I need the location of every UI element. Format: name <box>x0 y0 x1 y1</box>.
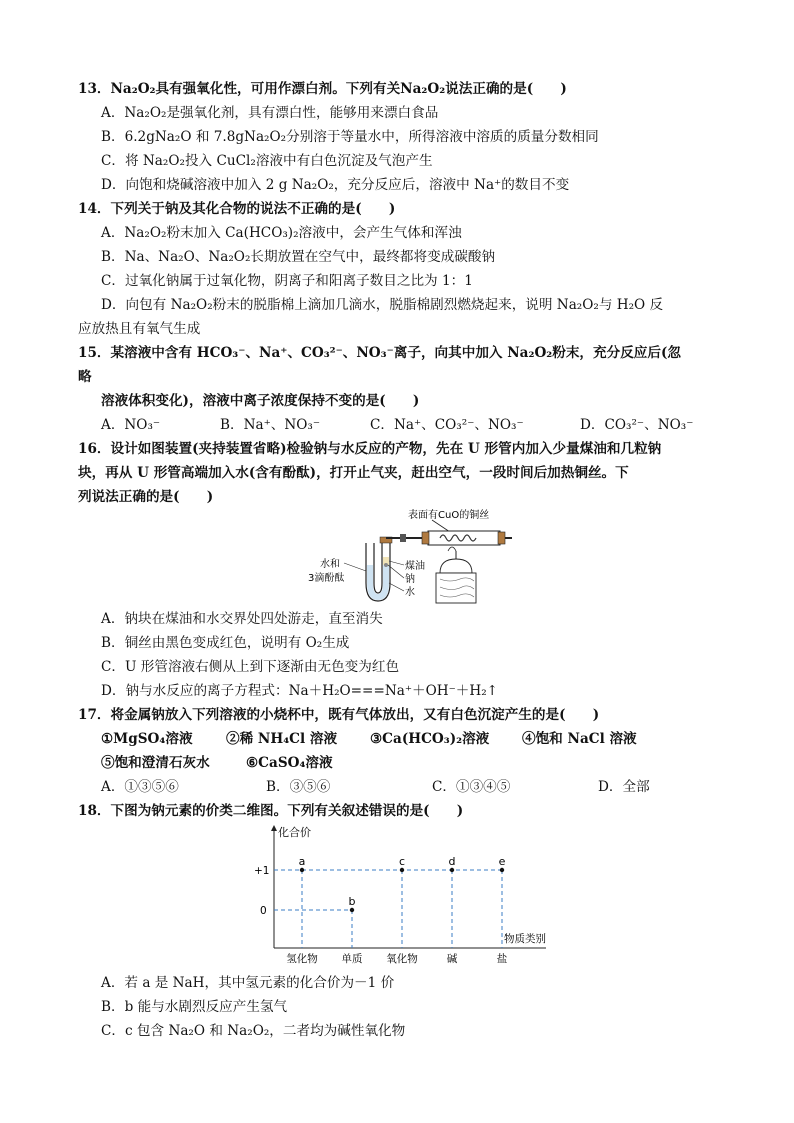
point-b <box>350 908 354 912</box>
x-tick-label: 碱 <box>446 953 458 965</box>
q13-option-a: A．Na₂O₂是强氧化剂，具有漂白性，能够用来漂白食品 <box>101 105 439 121</box>
q14-option-b: B．Na、Na₂O、Na₂O₂长期放置在空气中，最终都将变成碳酸钠 <box>101 249 496 265</box>
fig-label-sodium: 钠 <box>405 574 415 585</box>
chart-x-label: 物质类别 <box>504 933 546 945</box>
q17-option-a: A．①③⑤⑥ <box>101 779 179 795</box>
point-a <box>300 868 304 872</box>
q15-stem-cont: 略 <box>78 369 92 385</box>
q13-option-b: B．6.2gNa₂O 和 7.8gNa₂O₂分别溶于等量水中，所得溶液中溶质的质量分数相同 <box>101 129 599 145</box>
q14-option-d: D．向包有 Na₂O₂粉末的脱脂棉上滴加几滴水，脱脂棉剧烈燃烧起来，说明 Na₂O₂与 H₂O 反 <box>101 297 664 313</box>
q17-option-c: C．①③④⑤ <box>432 779 511 795</box>
q17-item-1: ①MgSO₄溶液 <box>101 731 193 747</box>
point-e <box>500 868 504 872</box>
q14-option-c: C．过氧化钠属于过氧化物，阴离子和阳离子数目之比为 1：1 <box>101 273 473 289</box>
point-label-d: d <box>448 855 456 868</box>
q14-option-d-cont: 应放热且有氧气生成 <box>78 321 201 337</box>
q18-option-b: B．b 能与水剧烈反应产生氢气 <box>101 999 288 1015</box>
q16-option-a: A．钠块在煤油和水交界处四处游走，直至消失 <box>101 611 383 627</box>
x-tick-label: 氢化物 <box>286 953 318 965</box>
x-tick-label: 氧化物 <box>386 953 418 965</box>
q16-stem-cont2: 列说法正确的是( ) <box>78 489 214 505</box>
fig-label-water: 水 <box>405 587 415 598</box>
fig-label-water-1: 水和 <box>320 559 340 570</box>
q15-option-b: B．Na⁺、NO₃⁻ <box>220 417 321 433</box>
q15-stem: 15．某溶液中含有 HCO₃⁻、Na⁺、CO₃²⁻、NO₃⁻离子，向其中加入 Na₂O₂粉末，充分反应后(忽 <box>78 345 682 361</box>
q16-stem-cont: 块，再从 U 形管高端加入水(含有酚酞)，打开止气夹，赶出空气，一段时间后加热铜丝。下 <box>78 465 629 481</box>
x-tick-label: 盐 <box>496 953 508 965</box>
valence-class-chart <box>250 822 570 968</box>
point-label-e: e <box>498 855 506 868</box>
apparatus-figure <box>300 503 530 608</box>
q14-stem: 14．下列关于钠及其化合物的说法不正确的是( ) <box>78 201 396 217</box>
q13-option-c: C．将 Na₂O₂投入 CuCl₂溶液中有白色沉淀及气泡产生 <box>101 153 433 169</box>
point-label-b: b <box>348 895 356 908</box>
q14-option-a: A．Na₂O₂粉末加入 Ca(HCO₃)₂溶液中，会产生气体和浑浊 <box>101 225 462 241</box>
y-tick-plus1: +1 <box>254 865 270 877</box>
q17-item-2: ②稀 NH₄Cl 溶液 <box>226 731 338 747</box>
fig-label-water-2: 3滴酚酞 <box>308 573 345 584</box>
fig-label-kerosene: 煤油 <box>405 561 425 572</box>
q17-stem: 17．将金属钠放入下列溶液的小烧杯中，既有气体放出，又有白色沉淀产生的是( ) <box>78 707 600 723</box>
fig-label-copper-wire: 表面有CuO的铜丝 <box>408 510 490 521</box>
q17-option-b: B．③⑤⑥ <box>266 779 331 795</box>
q16-stem: 16．设计如图装置(夹持装置省略)检验钠与水反应的产物，先在 U 形管内加入少量煤油和几粒钠 <box>78 441 662 457</box>
q15-stem-cont2: 溶液体积变化)，溶液中离子浓度保持不变的是( ) <box>101 393 420 409</box>
point-label-a: a <box>298 855 306 868</box>
chart-y-label: 化合价 <box>278 826 311 839</box>
point-d <box>450 868 454 872</box>
q18-stem: 18．下图为钠元素的价类二维图。下列有关叙述错误的是( ) <box>78 803 464 819</box>
q16-option-c: C．U 形管溶液右侧从上到下逐渐由无色变为红色 <box>101 659 400 675</box>
q17-item-4: ④饱和 NaCl 溶液 <box>522 731 637 747</box>
q17-option-d: D．全部 <box>598 779 650 795</box>
q18-option-c: C．c 包含 Na₂O 和 Na₂O₂，二者均为碱性氧化物 <box>101 1023 406 1039</box>
point-c <box>400 868 404 872</box>
q17-item-3: ③Ca(HCO₃)₂溶液 <box>370 731 490 747</box>
q15-option-d: D．CO₃²⁻、NO₃⁻ <box>580 417 694 433</box>
q13-stem: 13．Na₂O₂具有强氧化性，可用作漂白剂。下列有关Na₂O₂说法正确的是( ) <box>78 81 567 97</box>
q15-option-c: C．Na⁺、CO₃²⁻、NO₃⁻ <box>370 417 524 433</box>
q18-option-a: A．若 a 是 NaH，其中氢元素的化合价为－1 价 <box>101 975 395 991</box>
x-tick-label: 单质 <box>341 953 363 965</box>
q16-option-b: B．铜丝由黑色变成红色，说明有 O₂生成 <box>101 635 350 651</box>
q17-item-5: ⑤饱和澄清石灰水 <box>101 755 210 771</box>
q15-option-a: A．NO₃⁻ <box>101 417 161 433</box>
q17-item-6: ⑥CaSO₄溶液 <box>246 755 333 771</box>
y-tick-0: 0 <box>260 905 267 917</box>
point-label-c: c <box>398 855 406 868</box>
q16-option-d: D．钠与水反应的离子方程式：Na＋H₂O===Na⁺＋OH⁻＋H₂↑ <box>101 683 499 699</box>
q13-option-d: D．向饱和烧碱溶液中加入 2 g Na₂O₂，充分反应后，溶液中 Na⁺的数目不变 <box>101 177 570 193</box>
